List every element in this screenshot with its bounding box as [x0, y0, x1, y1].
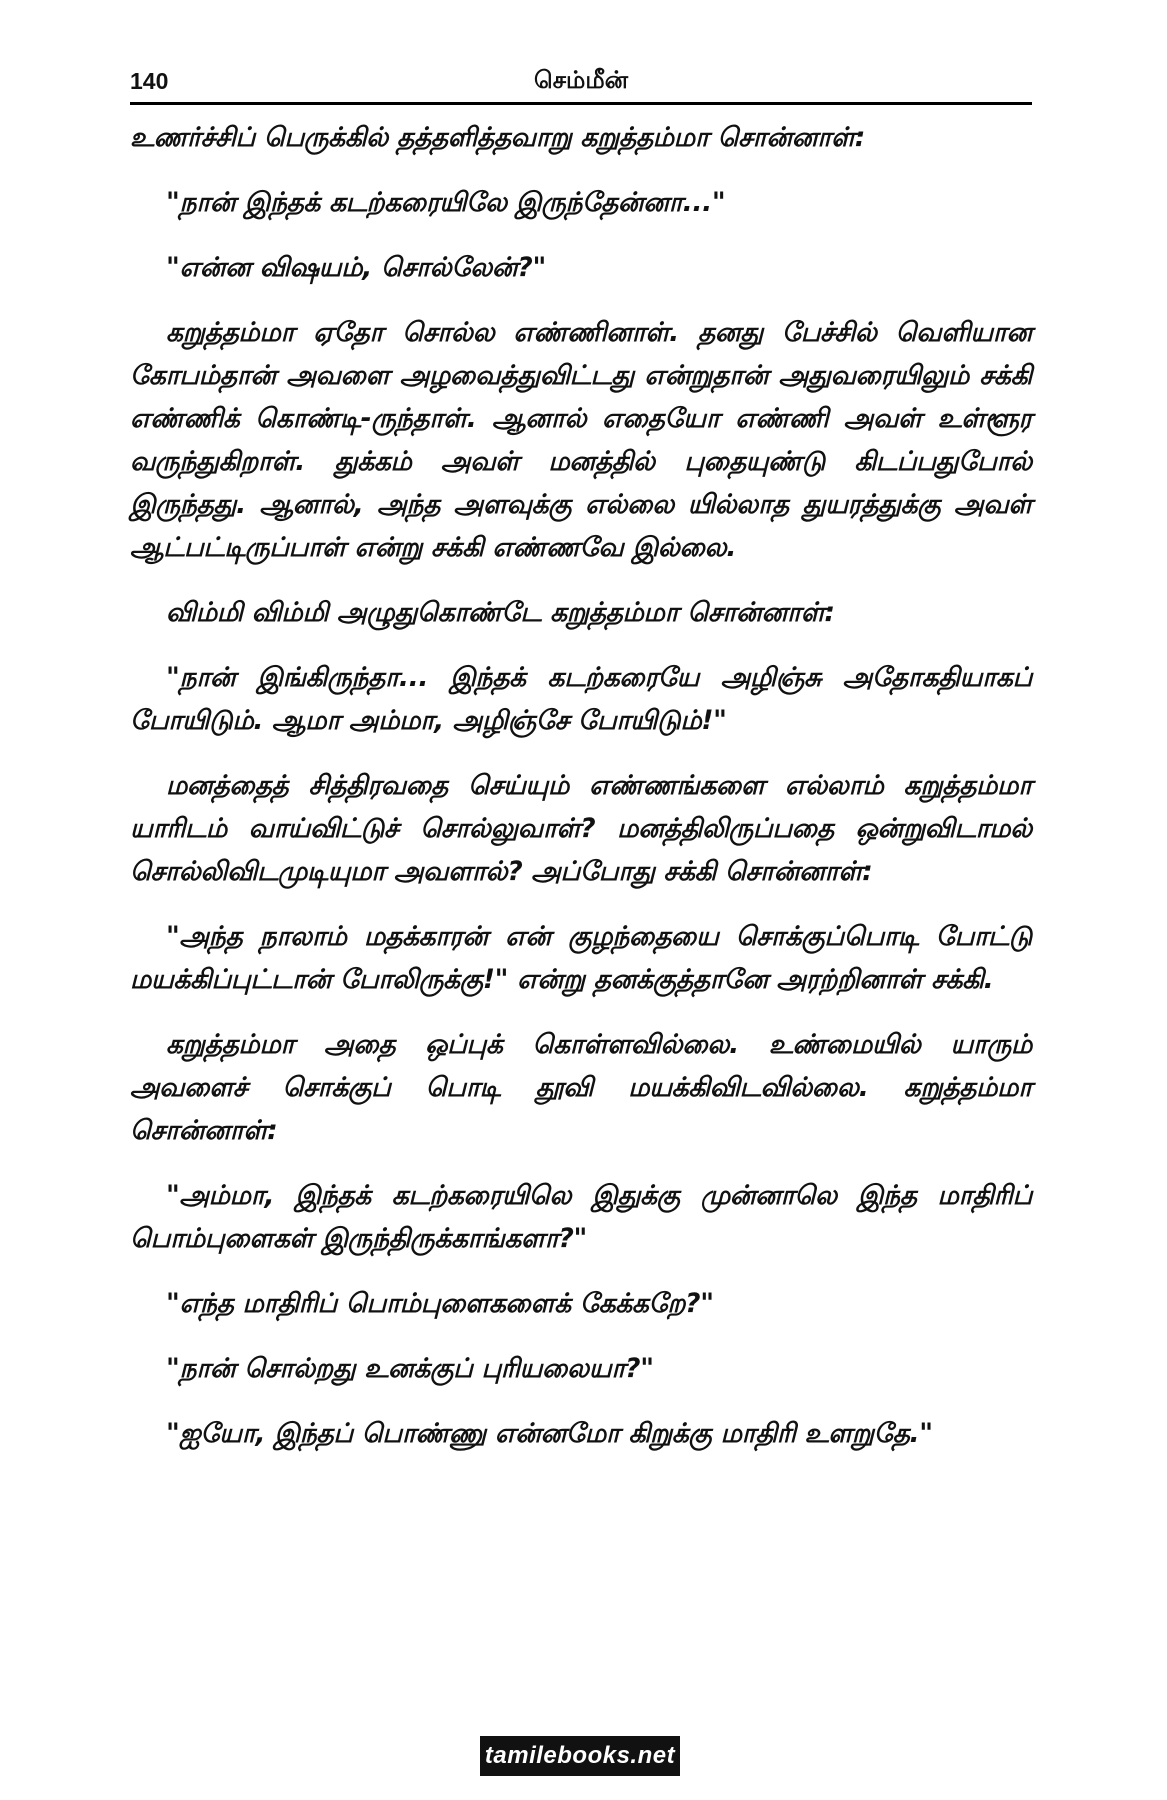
page-number: 140 [130, 68, 169, 94]
paragraph: கறுத்தம்மா அதை ஒப்புக் கொள்ளவில்லை. உண்மையில் யாரும் அவளைச் சொக்குப் பொடி தூவி மயக்கிவிடவில்லை. கறுத்தம்மா சொன்னாள்: [130, 1029, 1032, 1146]
paragraph: "என்ன விஷயம், சொல்லேன்?" [166, 252, 546, 283]
paragraph: விம்மி விம்மி அழுதுகொண்டே கறுத்தம்மா சொன்னாள்: [166, 597, 835, 628]
paragraph: "அம்மா, இந்தக் கடற்கரையிலெ இதுக்கு முன்னாலெ இந்த மாதிரிப் பொம்புளைகள் இருந்திருக்காங்களா?" [130, 1180, 1032, 1254]
paragraph: கறுத்தம்மா ஏதோ சொல்ல எண்ணினாள். தனது பேச்சில் வெளியான கோபம்தான் அவளை அழவைத்துவிட்டது என்றுதான் அதுவரையிலும் சக்கி எண்ணிக் கொண்டி-ருந்தாள். ஆனால் எதையோ எண்ணி அவள் உள்ளூர வருந்துகிறாள். துக்கம் அவள் மனத்தில் புதையுண்டு கிடப்பதுபோல் இருந்தது. ஆனால், அந்த அளவுக்கு எல்லை யில்லாத துயரத்துக்கு அவள் ஆட்பட்டிருப்பாள் என்று சக்கி எண்ணவே இல்லை. [130, 317, 1032, 563]
running-title: செம்மீன் [534, 66, 628, 94]
watermark-badge: tamilebooks.net [480, 1736, 680, 1776]
paragraph: "அந்த நாலாம் மதக்காரன் என் குழந்தையை சொக்குப்பொடி போட்டு மயக்கிப்புட்டான் போலிருக்கு!" என்று தனக்குத்தானே அரற்றினாள் சக்கி. [130, 921, 1032, 995]
paragraph: "ஐயோ, இந்தப் பொண்ணு என்னமோ கிறுக்கு மாதிரி உளறுதே." [166, 1418, 933, 1449]
paragraph: உணர்ச்சிப் பெருக்கில் தத்தளித்தவாறு கறுத்தம்மா சொன்னாள்: [130, 122, 865, 153]
paragraph: "எந்த மாதிரிப் பொம்புளைகளைக் கேக்கறே?" [166, 1288, 714, 1319]
paragraph: "நான் சொல்றது உனக்குப் புரியலையா?" [166, 1353, 654, 1384]
paragraph: "நான் இங்கிருந்தா... இந்தக் கடற்கரையே அழிஞ்சு அதோகதியாகப் போயிடும். ஆமா அம்மா, அழிஞ்சே போயிடும்!" [130, 662, 1032, 736]
page-body [130, 116, 1032, 1477]
page-header [130, 62, 1032, 105]
paragraph: "நான் இந்தக் கடற்கரையிலே இருந்தேன்னா..." [166, 187, 726, 218]
paragraph: மனத்தைத் சித்திரவதை செய்யும் எண்ணங்களை எல்லாம் கறுத்தம்மா யாரிடம் வாய்விட்டுச் சொல்லுவாள்? மனத்திலிருப்பதை ஒன்றுவிடாமல் சொல்லிவிடமுடியுமா அவளால்? அப்போது சக்கி சொன்னாள்: [130, 770, 1032, 887]
